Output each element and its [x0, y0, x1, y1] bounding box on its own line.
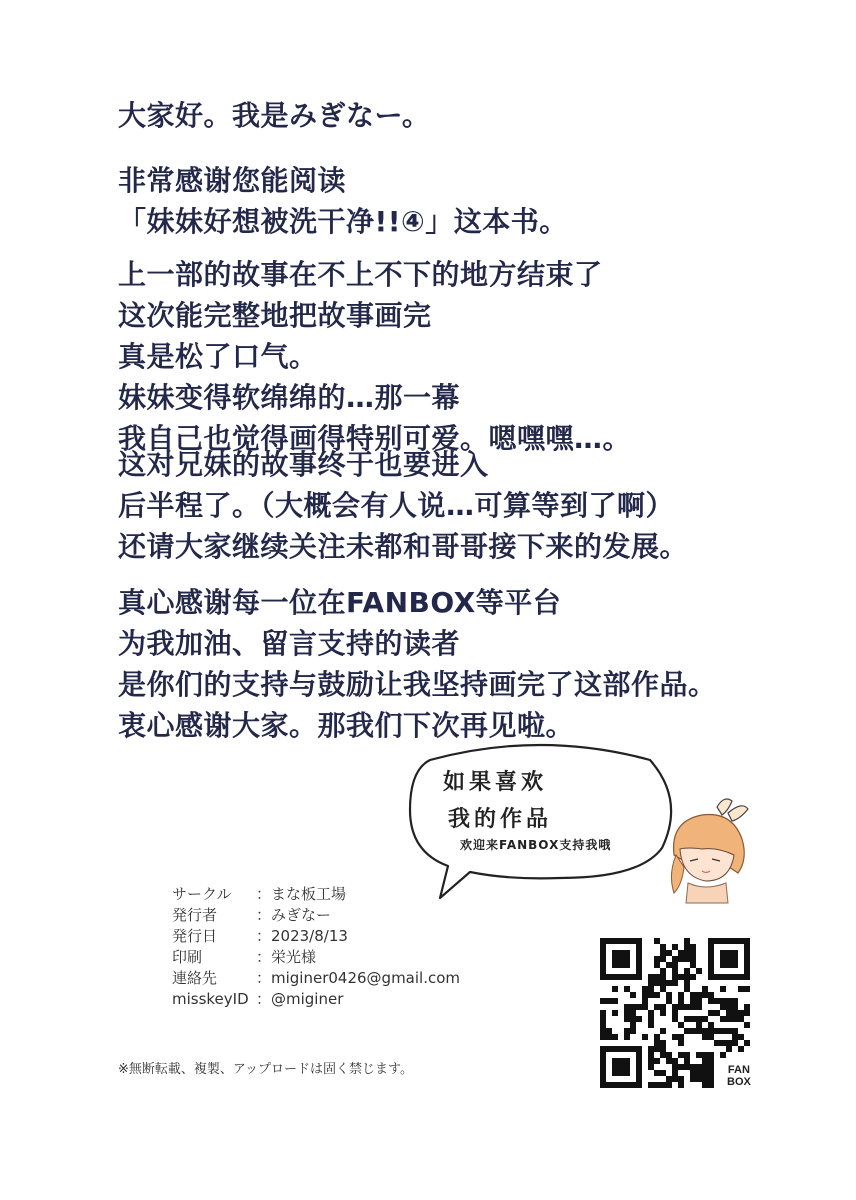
text-line: 衷心感谢大家。那我们下次再见啦。: [118, 709, 575, 742]
fanbox-label-line: FAN: [727, 1064, 750, 1076]
colophon-key: 発行日: [172, 927, 218, 945]
story-paragraph: [118, 254, 631, 459]
colophon-row: [172, 968, 460, 989]
text-line: 这对兄妹的故事终于也要进入: [118, 448, 489, 481]
colophon-value: ：2023/8/13: [256, 927, 348, 945]
text-line: 为我加油、留言支持的读者: [118, 627, 461, 660]
chibi-character-illustration: [662, 795, 762, 905]
thanks-paragraph: [118, 160, 568, 242]
speech-bubble: [400, 740, 680, 900]
gratitude-paragraph: [118, 582, 717, 746]
colophon-row: [172, 884, 460, 905]
colophon-key: 発行者: [172, 906, 218, 924]
colophon-row: [172, 989, 460, 1010]
colophon: [172, 884, 460, 1010]
colophon-value: ：まな板工場: [256, 885, 347, 903]
copyright-notice: ※無断転載、複製、アップロードは固く禁じます。: [118, 1062, 413, 1077]
bubble-line-3: 欢迎来FANBOX支持我哦: [460, 838, 612, 852]
text-line: 还请大家继续关注未都和哥哥接下来的发展。: [118, 530, 689, 563]
text-line: 我自己也觉得画得特别可爱。嗯嘿嘿…。: [118, 422, 632, 455]
colophon-value: ：栄光様: [256, 948, 317, 966]
text-line: 大家好。我是みぎなー。: [118, 99, 431, 132]
colophon-key: サークル: [172, 885, 232, 903]
text-line: 「妹妹好想被洗干净!!④」这本书。: [118, 205, 568, 238]
text-line: 真心感谢每一位在FANBOX等平台: [118, 586, 562, 619]
text-line: 妹妹变得软绵绵的…那一幕: [118, 381, 461, 414]
text-line: 这次能完整地把故事画完: [118, 299, 432, 332]
colophon-key: 印刷: [172, 948, 203, 966]
colophon-row: [172, 905, 460, 926]
text-line: 后半程了。（大概会有人说…可算等到了啊）: [118, 489, 675, 522]
fanbox-label-line: BOX: [727, 1076, 751, 1088]
bubble-line-2: 我的作品: [448, 807, 553, 832]
next-paragraph: [118, 444, 688, 567]
greeting-paragraph: [118, 95, 430, 136]
text-line: 上一部的故事在不上不下的地方结束了: [118, 258, 603, 291]
text-line: 是你们的支持与鼓励让我坚持画完了这部作品。: [118, 668, 717, 701]
colophon-key: misskeyID: [172, 990, 249, 1008]
text-line: 真是松了口气。: [118, 340, 318, 373]
bubble-line-1: 如果喜欢: [443, 770, 548, 795]
text-line: 非常感谢您能阅读: [118, 164, 347, 197]
colophon-value: ：みぎなー: [256, 906, 332, 924]
colophon-email: ：miginer0426@gmail.com: [256, 969, 461, 987]
colophon-key: 連絡先: [172, 969, 218, 987]
colophon-row: [172, 947, 460, 968]
fanbox-label: [726, 1063, 752, 1089]
colophon-value: ：@miginer: [256, 990, 344, 1008]
colophon-row: [172, 926, 460, 947]
